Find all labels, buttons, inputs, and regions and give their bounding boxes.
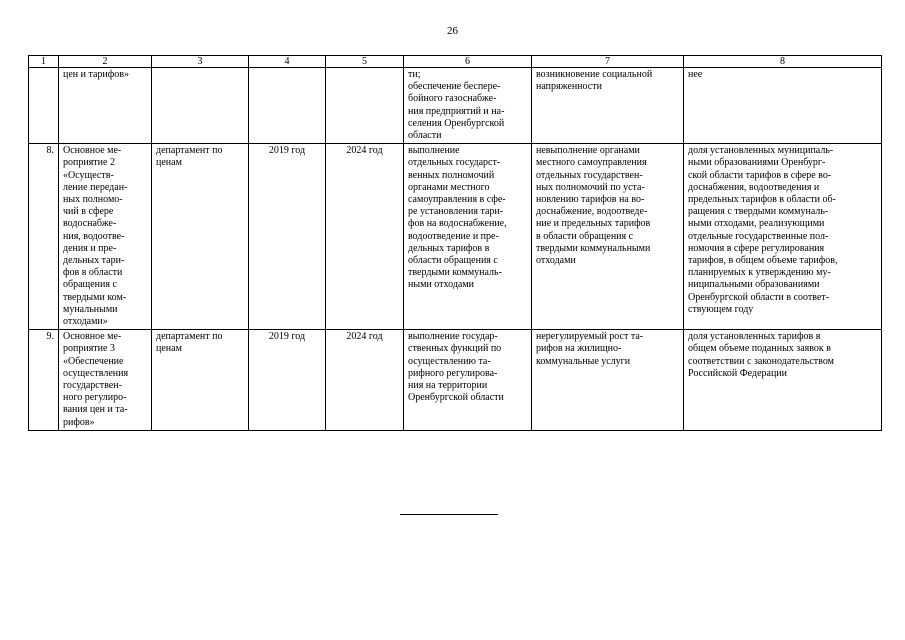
table-cell: [29, 68, 59, 144]
table-cell: [152, 68, 249, 144]
end-year-cell: 2024 год: [326, 330, 404, 431]
start-year-cell: 2019 год: [249, 330, 326, 431]
table-cell: возникновение социальной напряженности: [532, 68, 684, 144]
row-number: 9.: [29, 330, 59, 431]
consequence-cell: невыполнение органами местного самоуправления отдельных государствен- ных полномочий по уста- новлению тарифов на во- доснабжение, водоотведе- ние и предельных тарифов в области обращения с твердыми коммунальными отходами: [532, 144, 684, 330]
result-cell: выполнение отдельных государст- венных полномочий органами местного самоуправления в сфе- ре установления тари- фов на водоснабжение, водоотведение и пре- дельных тарифов в области обращения с твердыми коммуналь- ными отходами: [404, 144, 532, 330]
header-cell: 8: [684, 56, 882, 68]
header-cell: 1: [29, 56, 59, 68]
header-cell: 3: [152, 56, 249, 68]
executor-cell: департамент по ценам: [152, 330, 249, 431]
end-year-cell: 2024 год: [326, 144, 404, 330]
table-cell: [326, 68, 404, 144]
row-number: 8.: [29, 144, 59, 330]
header-cell: 6: [404, 56, 532, 68]
indicator-cell: доля установленных тарифов в общем объеме поданных заявок в соответствии с законодательством Российской Федерации: [684, 330, 882, 431]
measures-table: [28, 55, 882, 431]
table-row: [29, 330, 882, 431]
header-cell: 7: [532, 56, 684, 68]
table-cell: цен и тарифов»: [59, 68, 152, 144]
header-cell: 4: [249, 56, 326, 68]
header-cell: 2: [59, 56, 152, 68]
header-cell: 5: [326, 56, 404, 68]
continuation-row: [29, 68, 882, 144]
table-row: [29, 144, 882, 330]
header-row: [29, 56, 882, 68]
table-cell: [249, 68, 326, 144]
page-number: 26: [447, 25, 458, 37]
result-cell: выполнение государ- ственных функций по осуществлению та- рифного регулирова- ния на территории Оренбургской области: [404, 330, 532, 431]
table-cell: ти; обеспечение беспере- бойного газоснабже- ния предприятий и на- селения Оренбургской области: [404, 68, 532, 144]
event-cell: Основное ме- роприятие 2 «Осуществ- ление передан- ных полномо- чий в сфере водоснабже- ния, водоотве- дения и пре- дельных тари- фов в области обращения с твердыми ком- мунальными отходами»: [59, 144, 152, 330]
indicator-cell: доля установленных муниципаль- ными образованиями Оренбург- ской области тарифов в сфере во- доснабжения, водоотведения и предельных тарифов в области об- ращения с твердыми коммуналь- ными отходами, реализующими отдельные государственные пол- номочия в сфере регулирования тарифов, в общем объеме тарифов, планируемых к утверждению му- ниципальными образованиями Оренбургской области в соответ- ствующем году: [684, 144, 882, 330]
table-cell: нее: [684, 68, 882, 144]
consequence-cell: нерегулируемый рост та- рифов на жилищно- коммунальные услуги: [532, 330, 684, 431]
start-year-cell: 2019 год: [249, 144, 326, 330]
executor-cell: департамент по ценам: [152, 144, 249, 330]
event-cell: Основное ме- роприятие 3 «Обеспечение осуществления государствен- ного регулиро- вания цен и та- рифов»: [59, 330, 152, 431]
end-rule-divider: [400, 514, 498, 515]
